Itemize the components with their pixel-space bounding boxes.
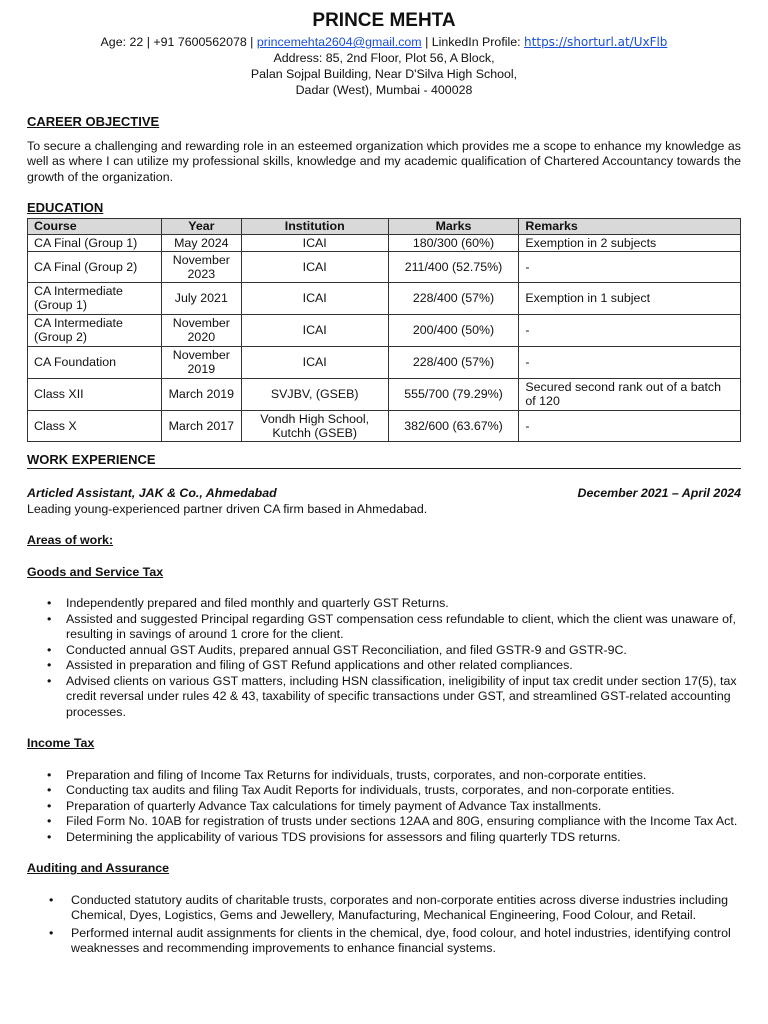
cell-year: May 2024 (161, 234, 241, 251)
cell-course: CA Intermediate (Group 2) (28, 314, 162, 346)
list-item: • Assisted and suggested Principal regarding GST compensation cess refundable to client, which the client was unaware of, resulting in savings of around 1 crore for the client. (27, 612, 741, 643)
cell-remarks: - (519, 251, 741, 282)
audit-list (27, 893, 741, 957)
cell-institution: ICAI (241, 251, 388, 282)
table-row (28, 234, 741, 251)
job-description: Leading young-experienced partner driven CA firm based in Ahmedabad. (27, 501, 428, 516)
section-divider (27, 468, 741, 469)
email-link[interactable]: princemehta2604@gmail.com (256, 35, 422, 49)
areas-of-work-label: Areas of work: (27, 533, 114, 547)
cell-institution: SVJBV, (GSEB) (241, 378, 388, 410)
gst-list (27, 596, 741, 720)
list-item: • Advised clients on various GST matters, including HSN classification, ineligibility of input tax credit under section 17(5), tax credit reversal under rules 42 & 43, taxability of specific transactions under GST, and streamlined GST-related accounting processes. (27, 674, 741, 721)
section-title-objective: CAREER OBJECTIVE (27, 114, 160, 129)
cell-year: November 2023 (161, 251, 241, 282)
cell-year: November 2019 (161, 346, 241, 378)
linkedin-link[interactable]: https://shorturl.at/UxFlb (524, 35, 668, 49)
cell-remarks: Secured second rank out of a batch of 120 (519, 378, 741, 410)
subsection-title-audit: Auditing and Assurance (27, 861, 170, 875)
col-header-marks: Marks (388, 218, 519, 234)
section-title-education: EDUCATION (27, 200, 104, 215)
cell-institution: ICAI (241, 346, 388, 378)
address-line-2: Palan Sojpal Building, Near D'Silva High School, (250, 67, 518, 81)
list-item: • Assisted in preparation and filing of GST Refund applications and other related compliances. (27, 658, 741, 674)
list-item: • Conducted statutory audits of charitable trusts, corporates and non-corporate entities across diverse industries including Chemical, Dyes, Logistics, Gems and Jewellery, Manufacturing, Mechanical Engineering, Food Colour, and Retail. (27, 893, 741, 924)
cell-marks: 200/400 (50%) (388, 314, 519, 346)
list-item: • Independently prepared and filed monthly and quarterly GST Returns. (27, 596, 741, 612)
table-row (28, 378, 741, 410)
cell-course: Class X (28, 410, 162, 441)
cell-remarks: - (519, 314, 741, 346)
cell-course: CA Final (Group 2) (28, 251, 162, 282)
cell-institution: ICAI (241, 314, 388, 346)
cell-year: July 2021 (161, 282, 241, 314)
list-item: • Performed internal audit assignments for clients in the chemical, dye, food colour, and hotel industries, identifying control weaknesses and recommending improvements to enhance financial systems. (27, 926, 741, 957)
cell-marks: 211/400 (52.75%) (388, 251, 519, 282)
income-tax-list (27, 768, 741, 846)
job-role: Articled Assistant, JAK & Co., Ahmedabad (27, 486, 277, 500)
table-row (28, 314, 741, 346)
col-header-remarks: Remarks (519, 218, 741, 234)
list-item: • Determining the applicability of various TDS provisions for assessors and filing quarterly TDS returns. (27, 830, 741, 846)
cell-marks: 382/600 (63.67%) (388, 410, 519, 441)
col-header-year: Year (161, 218, 241, 234)
cell-remarks: Exemption in 2 subjects (519, 234, 741, 251)
cell-institution: ICAI (241, 234, 388, 251)
cell-remarks: - (519, 410, 741, 441)
cell-year: March 2019 (161, 378, 241, 410)
cell-marks: 555/700 (79.29%) (388, 378, 519, 410)
cell-marks: 228/400 (57%) (388, 346, 519, 378)
list-item: • Preparation and filing of Income Tax Returns for individuals, trusts, corporates, and non-corporate entities. (27, 768, 741, 784)
list-item: • Preparation of quarterly Advance Tax calculations for timely payment of Advance Tax installments. (27, 799, 741, 815)
list-item: • Filed Form No. 10AB for registration of trusts under sections 12AA and 80G, ensuring compliance with the Income Tax Act. (27, 814, 741, 830)
education-table (27, 218, 741, 442)
resume-page (27, 0, 741, 957)
job-header (27, 486, 741, 502)
section-title-work: WORK EXPERIENCE (27, 451, 156, 467)
col-header-course: Course (28, 218, 162, 234)
cell-institution: ICAI (241, 282, 388, 314)
cell-marks: 228/400 (57%) (388, 282, 519, 314)
objective-text: To secure a challenging and rewarding role in an esteemed organization which provides me a scope to enhance my knowledge as well as where I can utilize my professional skills, knowledge and my academic qualification of Chartered Accountancy towards the growth of the organization. (27, 138, 741, 184)
cell-remarks: Exemption in 1 subject (519, 282, 741, 314)
cell-course: CA Intermediate (Group 1) (28, 282, 162, 314)
cell-course: CA Foundation (28, 346, 162, 378)
contact-line (27, 34, 741, 50)
cell-course: Class XII (28, 378, 162, 410)
subsection-title-gst: Goods and Service Tax (27, 564, 164, 579)
cell-year: November 2020 (161, 314, 241, 346)
col-header-institution: Institution (241, 218, 388, 234)
table-row (28, 346, 741, 378)
linkedin-label: | LinkedIn Profile: (421, 35, 525, 49)
job-period: December 2021 – April 2024 (577, 486, 741, 500)
table-row (28, 282, 741, 314)
cell-course: CA Final (Group 1) (28, 234, 162, 251)
table-header-row (28, 218, 741, 234)
age-phone: Age: 22 | +91 7600562078 | (100, 35, 257, 49)
cell-institution: Vondh High School, Kutchh (GSEB) (241, 410, 388, 441)
table-row (28, 410, 741, 441)
table-row (28, 251, 741, 282)
address-line-3: Dadar (West), Mumbai - 400028 (295, 83, 473, 97)
list-item: • Conducted annual GST Audits, prepared annual GST Reconciliation, and filed GSTR-9 and GSTR-9C. (27, 643, 741, 659)
cell-year: March 2017 (161, 410, 241, 441)
candidate-name: PRINCE MEHTA (312, 10, 456, 31)
subsection-title-income-tax: Income Tax (27, 736, 95, 750)
cell-marks: 180/300 (60%) (388, 234, 519, 251)
cell-remarks: - (519, 346, 741, 378)
list-item: • Conducting tax audits and filing Tax Audit Reports for individuals, trusts, corporates, and non-corporate entities. (27, 783, 741, 799)
address-line-1: Address: 85, 2nd Floor, Plot 56, A Block, (273, 51, 495, 65)
